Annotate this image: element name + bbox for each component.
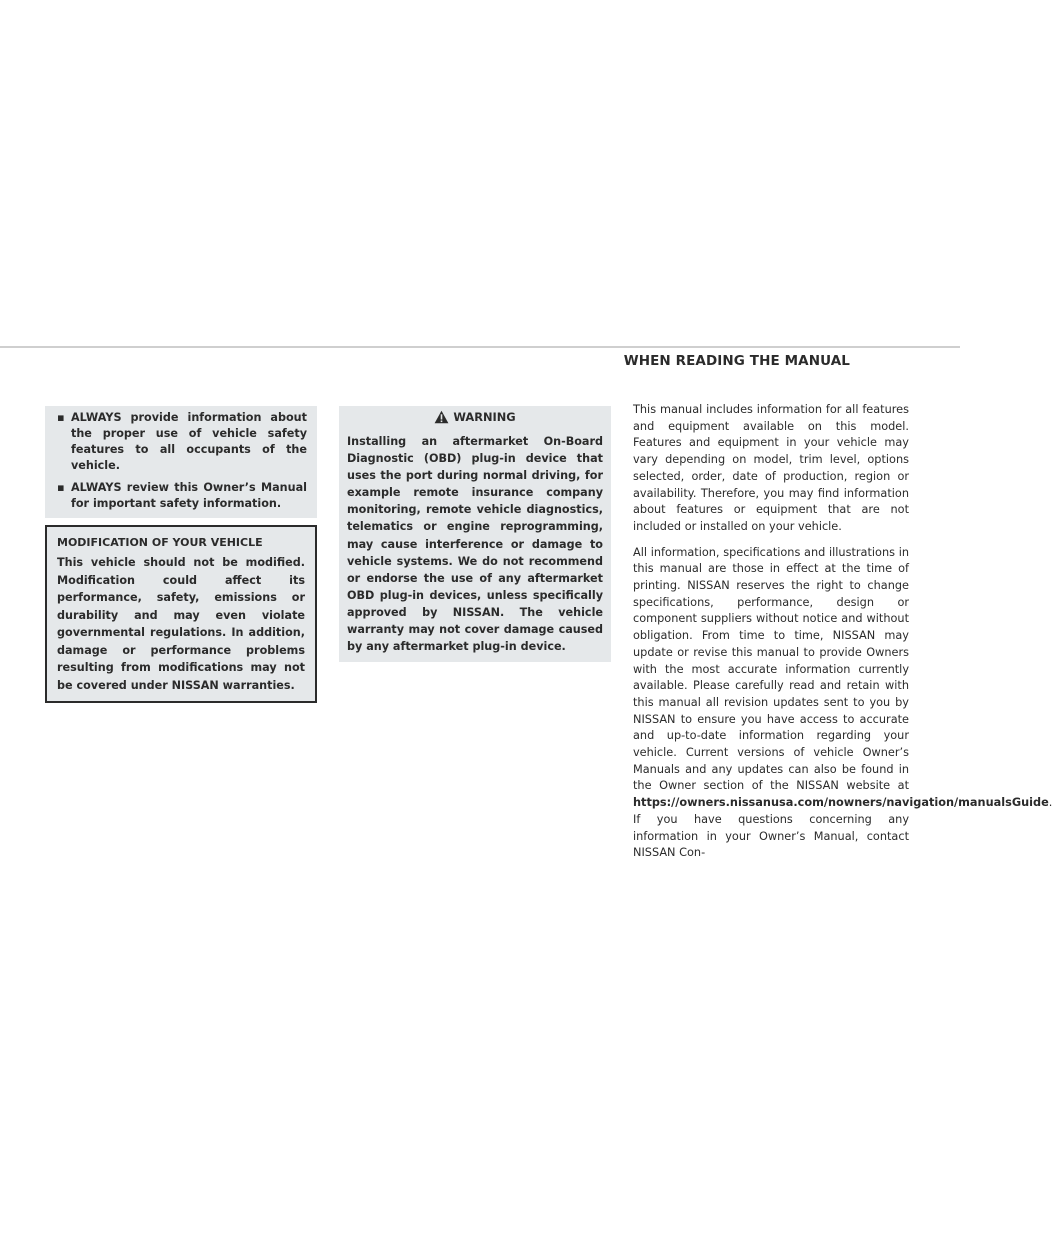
right-column	[633, 402, 1049, 871]
left-column	[45, 406, 317, 703]
bullet-item	[57, 480, 307, 512]
owners-website-link[interactable]: https://owners.nissanusa.com/nowners/navigation/manualsGuide	[633, 796, 1049, 810]
reading-paragraph	[633, 545, 1049, 862]
bullet-text: ALWAYS review this Owner’s Manual for important safety information.	[71, 481, 307, 510]
bullet-square-icon: ▪	[57, 411, 65, 424]
bullet-item	[57, 410, 307, 474]
warning-header	[339, 406, 611, 428]
section-header	[0, 346, 960, 376]
modification-note	[45, 525, 317, 703]
modification-title: MODIFICATION OF YOUR VEHICLE	[57, 536, 263, 549]
reading-paragraph: This manual includes information for all features and equipment available on this model. Features and equipment in your vehicle may vary depending on model, trim level, options selected, order, date of production, region or availability. Therefore, you may find information about features or equipment that are not included or installed on your vehicle.	[633, 403, 909, 533]
warning-triangle-icon	[434, 410, 449, 424]
warning-box	[339, 406, 611, 662]
bullet-square-icon: ▪	[57, 481, 65, 494]
warning-title: WARNING	[453, 410, 516, 424]
safety-bullet-box	[45, 406, 317, 518]
warning-body: Installing an aftermarket On-Board Diagnostic (OBD) plug-in device that uses the port during normal driving, for example remote insurance company monitoring, remote vehicle diagnostics, telematics or engine reprogramming, may cause interference or damage to vehicle systems. We do not recommend or endorse the use of any aftermarket OBD plug-in devices, unless specifically approved by NISSAN. The vehicle warranty may not cover damage caused by any aftermarket plug-in device.	[347, 435, 603, 654]
reading-text: If you have questions concerning any information in your Owner’s Manual, contact NISSAN Con-	[633, 812, 909, 860]
middle-column	[339, 406, 611, 662]
bullet-text: ALWAYS provide information about the proper use of vehicle safety features to all occupants of the vehicle.	[71, 411, 307, 472]
modification-body: This vehicle should not be modified. Modification could affect its performance, safety, emissions or durability and may even violate governmental regulations. In addition, damage or performance problems resulting from modifications may not be covered under NISSAN warranties.	[57, 556, 305, 692]
reading-text: All information, specifications and illustrations in this manual are those in effect at the time of printing. NISSAN reserves the right to change specifications, performance, design or component suppliers without notice and without obligation. From time to time, NISSAN may update or revise this manual to provide Owners with the most accurate information currently available. Please carefully read and retain with this manual all revision updates sent to you by NISSAN to ensure you have access to accurate and up-to-date information regarding your vehicle. Current versions of vehicle Owner’s Manuals and any updates can also be found in the Owner section of the NISSAN website at	[633, 545, 909, 793]
section-title: WHEN READING THE MANUAL	[623, 353, 850, 369]
